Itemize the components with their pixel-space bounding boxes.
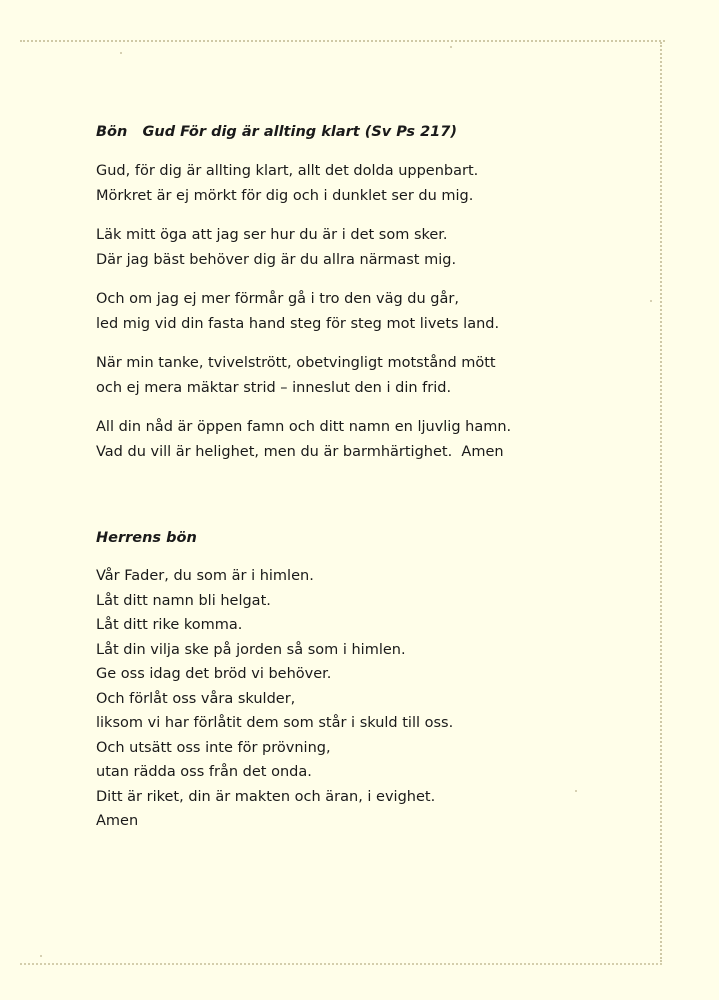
hymn-line: Gud, för dig är allting klart, allt det dolda uppenbart. (96, 163, 479, 179)
hymn-title: Bön Gud För dig är allting klart (Sv Ps 217) (96, 124, 457, 140)
scan-speck (650, 300, 652, 302)
prayer-line: Låt ditt rike komma. (96, 617, 243, 633)
prayer-line: Och utsätt oss inte för prövning, (96, 739, 331, 756)
prayer-line: liksom vi har förlåtit dem som står i skuld till oss. (96, 715, 454, 731)
scan-speck (120, 52, 122, 54)
hymn-section (96, 120, 636, 464)
hymn-stanza (96, 287, 636, 336)
prayer-line: Ge oss idag det bröd vi behöver. (96, 666, 332, 682)
prayer-line: Vår Fader, du som är i himlen. (96, 568, 314, 584)
prayer-line: Ditt är riket, din är makten och äran, i evighet. (96, 788, 436, 805)
hymn-stanza (96, 223, 636, 272)
document-body (96, 120, 636, 834)
hymn-line: All din nåd är öppen famn och ditt namn en ljuvlig hamn. (96, 419, 512, 435)
page-border-right (660, 42, 662, 962)
prayer-line: utan rädda oss från det onda. (96, 764, 312, 780)
hymn-stanza (96, 415, 636, 464)
page-border-top (20, 40, 665, 42)
scan-speck (40, 955, 42, 957)
hymn-line: led mig vid din fasta hand steg för steg mot livets land. (96, 315, 500, 332)
hymn-line: Vad du vill är helighet, men du är barmhärtighet. Amen (96, 443, 504, 460)
hymn-line: Och om jag ej mer förmår gå i tro den väg du går, (96, 291, 459, 307)
prayer-line: Amen (96, 813, 139, 829)
hymn-stanza (96, 351, 636, 400)
hymn-line: När min tanke, tvivelstrött, obetvingligt motstånd mött (96, 355, 496, 371)
prayer-line: Och förlåt oss våra skulder, (96, 690, 296, 707)
page-border-bottom (20, 963, 662, 965)
lords-prayer-section (96, 526, 636, 834)
scan-speck (450, 46, 452, 48)
prayer-line: Låt ditt namn bli helgat. (96, 592, 271, 609)
lords-prayer-title: Herrens bön (96, 530, 197, 546)
lords-prayer-text (96, 564, 636, 834)
hymn-line: Mörkret är ej mörkt för dig och i dunklet ser du mig. (96, 187, 474, 204)
hymn-stanza (96, 159, 636, 208)
hymn-line: och ej mera mäktar strid – inneslut den i din frid. (96, 379, 452, 396)
hymn-line: Där jag bäst behöver dig är du allra närmast mig. (96, 251, 457, 268)
hymn-line: Läk mitt öga att jag ser hur du är i det som sker. (96, 227, 448, 243)
prayer-line: Låt din vilja ske på jorden så som i himlen. (96, 641, 406, 658)
